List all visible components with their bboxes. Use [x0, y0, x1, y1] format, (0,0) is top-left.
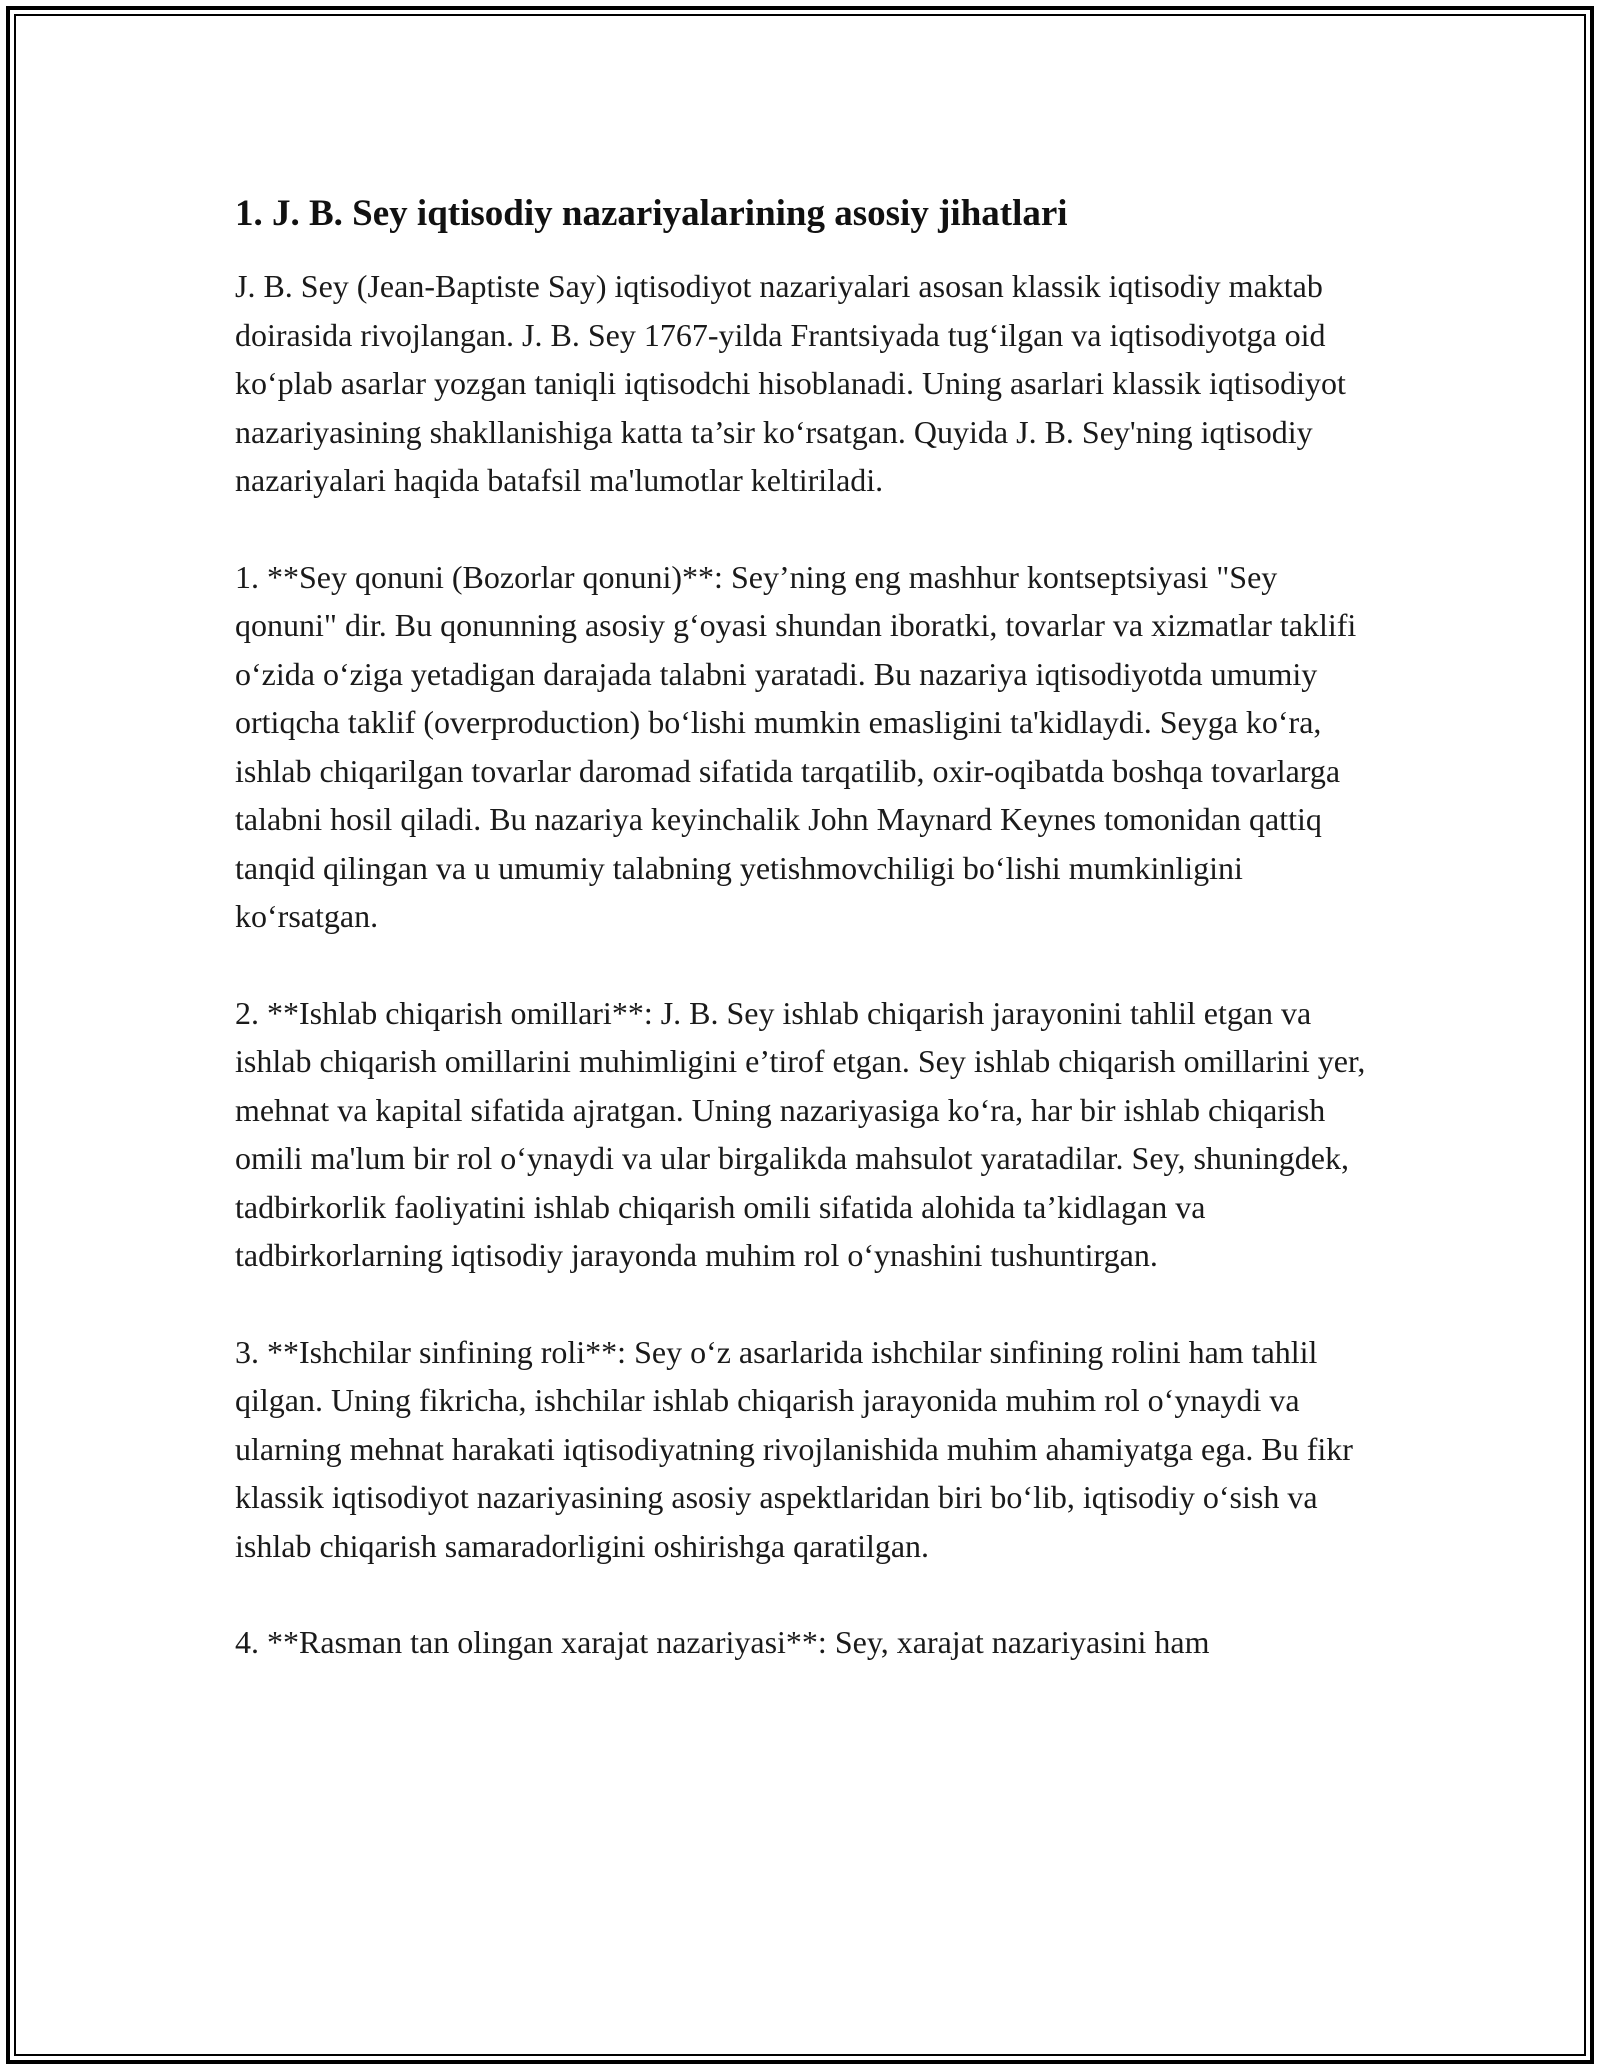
- paragraph-production-factors: 2. **Ishlab chiqarish omillari**: J. B. Sey ishlab chiqarish jarayonini tahlil etgan va ishlab chiqarish omillarini muhimligini e’tirof etgan. Sey ishlab chiqarish omillarini yer, mehnat va kapital sifatida ajratgan. Uning nazariyasiga ko‘ra, har bir ishlab chiqarish omili ma'lum bir rol o‘ynaydi va ular birgalikda mahsulot yaratadilar. Sey, shuningdek, tadbirkorlik faoliyatini ishlab chiqarish omili sifatida alohida ta’kidlagan va tadbirkorlarning iqtisodiy jarayonda muhim rol o‘ynashini tushuntirgan.: [235, 994, 1366, 1273]
- document-heading: 1. J. B. Sey iqtisodiy nazariyalarining asosiy jihatlari: [235, 193, 1068, 234]
- paragraph-say-law: 1. **Sey qonuni (Bozorlar qonuni)**: Sey’ning eng mashhur kontseptsiyasi "Sey qonuni" dir. Bu qonunning asosiy g‘oyasi shundan iboratki, tovarlar va xizmatlar taklifi o‘zida o‘ziga yetadigan darajada talabni yaratadi. Bu nazariya iqtisodiyotda umumiy ortiqcha taklif (overproduction) bo‘lishi mumkin emasligini ta'kidlaydi. Seyga ko‘ra, ishlab chiqarilgan tovarlar daromad sifatida tarqatilib, oxir-oqibatda boshqa tovarlarga talabni hosil qiladi. Bu nazariya keyinchalik John Maynard Keynes tomonidan qattiq tanqid qilingan va u umumiy talabning yetishmovchiligi bo‘lishi mumkinligini ko‘rsatgan.: [235, 558, 1357, 934]
- document-body: [235, 186, 1385, 1715]
- paragraph-cost-theory: 4. **Rasman tan olingan xarajat nazariyasi**: Sey, xarajat nazariyasini ham: [235, 1624, 1210, 1660]
- paragraph-intro: J. B. Sey (Jean-Baptiste Say) iqtisodiyot nazariyalari asosan klassik iqtisodiy maktab doirasida rivojlangan. J. B. Sey 1767-yilda Frantsiyada tug‘ilgan va iqtisodiyotga oid ko‘plab asarlar yozgan taniqli iqtisodchi hisoblanadi. Uning asarlari klassik iqtisodiyot nazariyasining shakllanishiga katta ta’sir ko‘rsatgan. Quyida J. B. Sey'ning iqtisodiy nazariyalari haqida batafsil ma'lumotlar keltiriladi.: [235, 268, 1346, 498]
- paragraph-working-class-role: 3. **Ishchilar sinfining roli**: Sey o‘z asarlarida ishchilar sinfining rolini ham tahlil qilgan. Uning fikricha, ishchilar ishlab chiqarish jarayonida muhim rol o‘ynaydi va ularning mehnat harakati iqtisodiyatning rivojlanishida muhim ahamiyatga ega. Bu fikr klassik iqtisodiyot nazariyasining asosiy aspektlaridan biri bo‘lib, iqtisodiy o‘sish va ishlab chiqarish samaradorligini oshirishga qaratilgan.: [235, 1333, 1353, 1564]
